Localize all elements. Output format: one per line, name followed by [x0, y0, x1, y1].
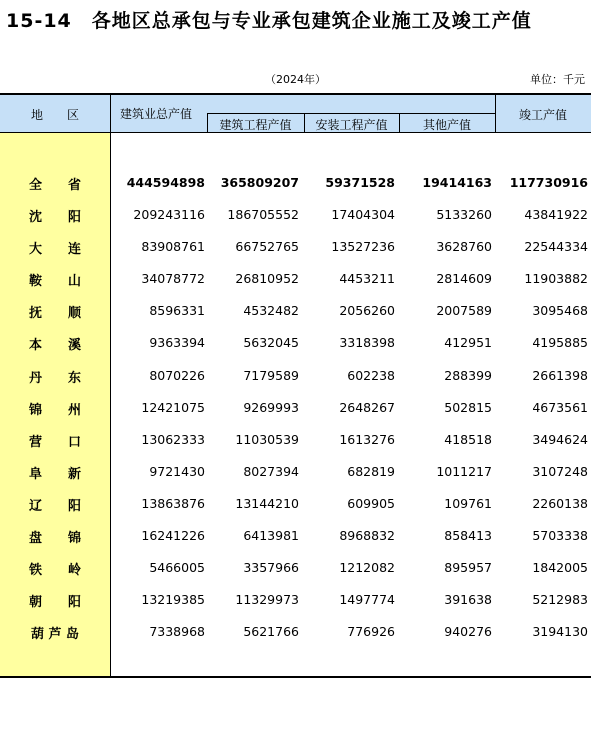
row-region: [0, 334, 110, 353]
row-region: [0, 431, 110, 450]
cell-construction: 3357966: [243, 560, 299, 575]
cell-completed: 1842005: [532, 560, 588, 575]
cell-other: 109761: [444, 496, 492, 511]
cell-installation: 776926: [347, 624, 395, 639]
cell-other: 940276: [444, 624, 492, 639]
header-completed: 竣工产值: [518, 108, 567, 122]
header-other: 其他产值: [422, 118, 471, 132]
cell-construction: 11030539: [235, 432, 299, 447]
cell-total: 444594898: [126, 175, 205, 190]
region-name: 盘 锦: [28, 531, 81, 546]
row-region: [0, 399, 110, 418]
cell-construction: 13144210: [235, 496, 299, 511]
cell-other: 502815: [444, 400, 492, 415]
row-region: [0, 559, 110, 578]
cell-construction: 7179589: [243, 368, 299, 383]
cell-installation: 1613276: [339, 432, 395, 447]
cell-total: 8070226: [149, 368, 205, 383]
region-name: 朝 阳: [28, 595, 81, 610]
region-name: 沈 阳: [28, 210, 81, 225]
row-region: [0, 206, 110, 225]
cell-completed: 3194130: [532, 624, 588, 639]
cell-total: 209243116: [133, 207, 205, 222]
region-name: 大 连: [28, 242, 81, 257]
cell-total: 7338968: [149, 624, 205, 639]
cell-other: 858413: [444, 528, 492, 543]
cell-installation: 602238: [347, 368, 395, 383]
cell-installation: 609905: [347, 496, 395, 511]
region-name: 丹 东: [28, 371, 81, 386]
cell-total: 9721430: [149, 464, 205, 479]
cell-installation: 1212082: [339, 560, 395, 575]
table-bottom-rule: [0, 676, 591, 678]
cell-completed: 5703338: [532, 528, 588, 543]
cell-construction: 5632045: [243, 335, 299, 350]
cell-installation: 2056260: [339, 303, 395, 318]
cell-completed: 4195885: [532, 335, 588, 350]
row-region: [0, 270, 110, 289]
region-name: 抚 顺: [28, 306, 81, 321]
cell-total: 9363394: [149, 335, 205, 350]
region-name: 阜 新: [28, 467, 81, 482]
row-region: [0, 463, 110, 482]
cell-other: 5133260: [436, 207, 492, 222]
cell-other: 3628760: [436, 239, 492, 254]
cell-construction: 26810952: [235, 271, 299, 286]
header-installation: 安装工程产值: [315, 118, 388, 132]
cell-other: 19414163: [422, 175, 492, 190]
cell-completed: 117730916: [509, 175, 588, 190]
cell-installation: 4453211: [339, 271, 395, 286]
header-total: 建筑业总产值: [120, 107, 193, 121]
cell-total: 34078772: [141, 271, 205, 286]
cell-total: 5466005: [149, 560, 205, 575]
cell-completed: 5212983: [532, 592, 588, 607]
region-name: 鞍 山: [28, 274, 81, 289]
cell-other: 2814609: [436, 271, 492, 286]
cell-construction: 8027394: [243, 464, 299, 479]
row-region: [0, 495, 110, 514]
cell-installation: 2648267: [339, 400, 395, 415]
cell-other: 412951: [444, 335, 492, 350]
cell-total: 16241226: [141, 528, 205, 543]
cell-construction: 66752765: [235, 239, 299, 254]
table-top-rule: [0, 93, 591, 95]
subheader-rule: [207, 113, 495, 114]
region-name: 辽 阳: [28, 499, 81, 514]
row-region: [0, 367, 110, 386]
cell-construction: 6413981: [243, 528, 299, 543]
year-label: （2024年）: [265, 73, 326, 86]
cell-completed: 3494624: [532, 432, 588, 447]
region-name: 葫 芦 岛: [30, 627, 80, 642]
row-region: [0, 623, 110, 642]
cell-total: 83908761: [141, 239, 205, 254]
row-region: [0, 302, 110, 321]
cell-construction: 4532482: [243, 303, 299, 318]
cell-installation: 13527236: [331, 239, 395, 254]
cell-completed: 4673561: [532, 400, 588, 415]
cell-total: 13219385: [141, 592, 205, 607]
cell-installation: 1497774: [339, 592, 395, 607]
cell-installation: 682819: [347, 464, 395, 479]
cell-completed: 43841922: [524, 207, 588, 222]
region-name: 全 省: [28, 178, 81, 193]
row-region: [0, 591, 110, 610]
cell-other: 288399: [444, 368, 492, 383]
region-name: 营 口: [28, 435, 81, 450]
cell-installation: 3318398: [339, 335, 395, 350]
cell-other: 1011217: [436, 464, 492, 479]
header-construction: 建筑工程产值: [219, 118, 292, 132]
unit-label: 单位：千元: [530, 73, 585, 86]
cell-total: 13863876: [141, 496, 205, 511]
cell-completed: 3107248: [532, 464, 588, 479]
cell-completed: 3095468: [532, 303, 588, 318]
page-title: 15-14 各地区总承包与专业承包建筑企业施工及竣工产值: [6, 10, 532, 32]
cell-completed: 2260138: [532, 496, 588, 511]
cell-installation: 17404304: [331, 207, 395, 222]
cell-completed: 2661398: [532, 368, 588, 383]
cell-total: 13062333: [141, 432, 205, 447]
region-name: 锦 州: [28, 403, 81, 418]
row-region: [0, 174, 110, 193]
cell-other: 895957: [444, 560, 492, 575]
cell-construction: 365809207: [220, 175, 299, 190]
cell-construction: 9269993: [243, 400, 299, 415]
header-region: 地 区: [30, 108, 79, 122]
cell-construction: 11329973: [235, 592, 299, 607]
cell-completed: 11903882: [524, 271, 588, 286]
cell-other: 391638: [444, 592, 492, 607]
cell-other: 2007589: [436, 303, 492, 318]
cell-installation: 59371528: [325, 175, 395, 190]
cell-construction: 5621766: [243, 624, 299, 639]
row-region: [0, 527, 110, 546]
region-name: 本 溪: [28, 338, 81, 353]
region-divider: [110, 95, 111, 676]
cell-total: 8596331: [149, 303, 205, 318]
cell-installation: 8968832: [339, 528, 395, 543]
cell-completed: 22544334: [524, 239, 588, 254]
row-region: [0, 238, 110, 257]
cell-construction: 186705552: [227, 207, 299, 222]
cell-other: 418518: [444, 432, 492, 447]
cell-total: 12421075: [141, 400, 205, 415]
region-name: 铁 岭: [28, 563, 81, 578]
